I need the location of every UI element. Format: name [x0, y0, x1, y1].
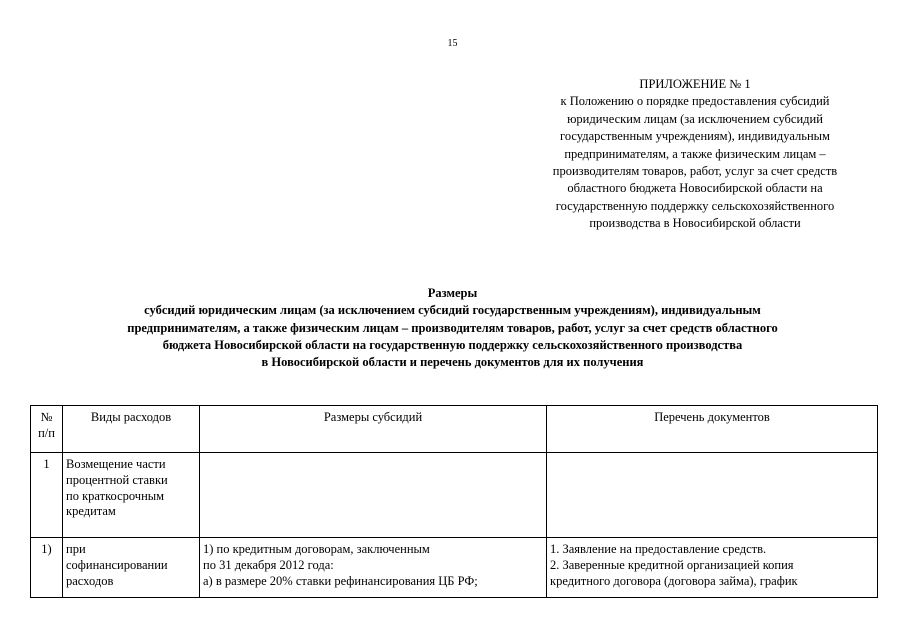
document-title	[0, 285, 905, 371]
row-sizes	[200, 453, 547, 538]
appendix-line: производства в Новосибирской области	[589, 216, 801, 231]
appendix-line: государственную поддержку сельскохозяйственного	[555, 198, 835, 213]
table-row	[31, 453, 878, 538]
row-num: 1)	[31, 538, 63, 598]
cell-line: при	[66, 542, 86, 556]
header-num	[31, 406, 63, 453]
cell-line: Возмещение части	[66, 457, 166, 471]
page-number: 15	[447, 38, 458, 49]
header-sizes: Размеры субсидий	[200, 406, 547, 453]
appendix-line: областного бюджета Новосибирской области на	[567, 181, 823, 196]
header-docs: Перечень документов	[547, 406, 878, 453]
title-line: бюджета Новосибирской области на государственную поддержку сельскохозяйственного производства	[162, 337, 743, 352]
row-kind	[63, 538, 200, 598]
cell-line: кредитам	[66, 504, 116, 519]
appendix-line: предпринимателям, а также физическим лицам –	[564, 146, 826, 161]
cell-line: по 31 декабря 2012 года:	[203, 557, 334, 572]
title-line: предпринимателям, а также физическим лицам – производителям товаров, работ, услуг за счет средств областного	[127, 320, 778, 335]
row-num: 1	[31, 453, 63, 538]
header-kind: Виды расходов	[63, 406, 200, 453]
row-docs	[547, 538, 878, 598]
appendix-line: к Положению о порядке предоставления субсидий	[560, 94, 830, 109]
table-header-row	[31, 406, 878, 453]
cell-line: расходов	[66, 573, 114, 588]
cell-line: процентной ставки	[66, 472, 168, 487]
cell-line: а) в размере 20% ставки рефинансирования ЦБ РФ;	[203, 573, 478, 588]
cell-line: 2. Заверенные кредитной организацией копия	[550, 557, 794, 572]
subsidies-table	[30, 405, 878, 598]
cell-line: софинансировании	[66, 557, 168, 572]
cell-line: кредитного договора (договора займа), график	[550, 573, 798, 588]
cell-line: по краткосрочным	[66, 488, 165, 503]
appendix-line: производителям товаров, работ, услуг за счет средств	[552, 164, 838, 179]
cell-line: 1. Заявление на предоставление средств.	[550, 542, 767, 556]
appendix-line: юридическим лицам (за исключением субсидий	[567, 111, 823, 126]
title-line: Размеры	[427, 286, 478, 300]
cell-line: 1) по кредитным договорам, заключенным	[203, 542, 430, 556]
appendix-line: государственным учреждениям), индивидуальным	[560, 129, 830, 144]
table-row	[31, 538, 878, 598]
header-num-line: №	[40, 410, 53, 424]
title-line: субсидий юридическим лицам (за исключением субсидий государственным учреждениям), индивидуальным	[144, 303, 761, 318]
title-line: в Новосибирской области и перечень документов для их получения	[261, 355, 644, 370]
appendix-block	[500, 76, 890, 233]
row-sizes	[200, 538, 547, 598]
row-kind	[63, 453, 200, 538]
appendix-heading: ПРИЛОЖЕНИЕ № 1	[639, 77, 751, 91]
header-num-line: п/п	[38, 425, 55, 440]
row-docs	[547, 453, 878, 538]
